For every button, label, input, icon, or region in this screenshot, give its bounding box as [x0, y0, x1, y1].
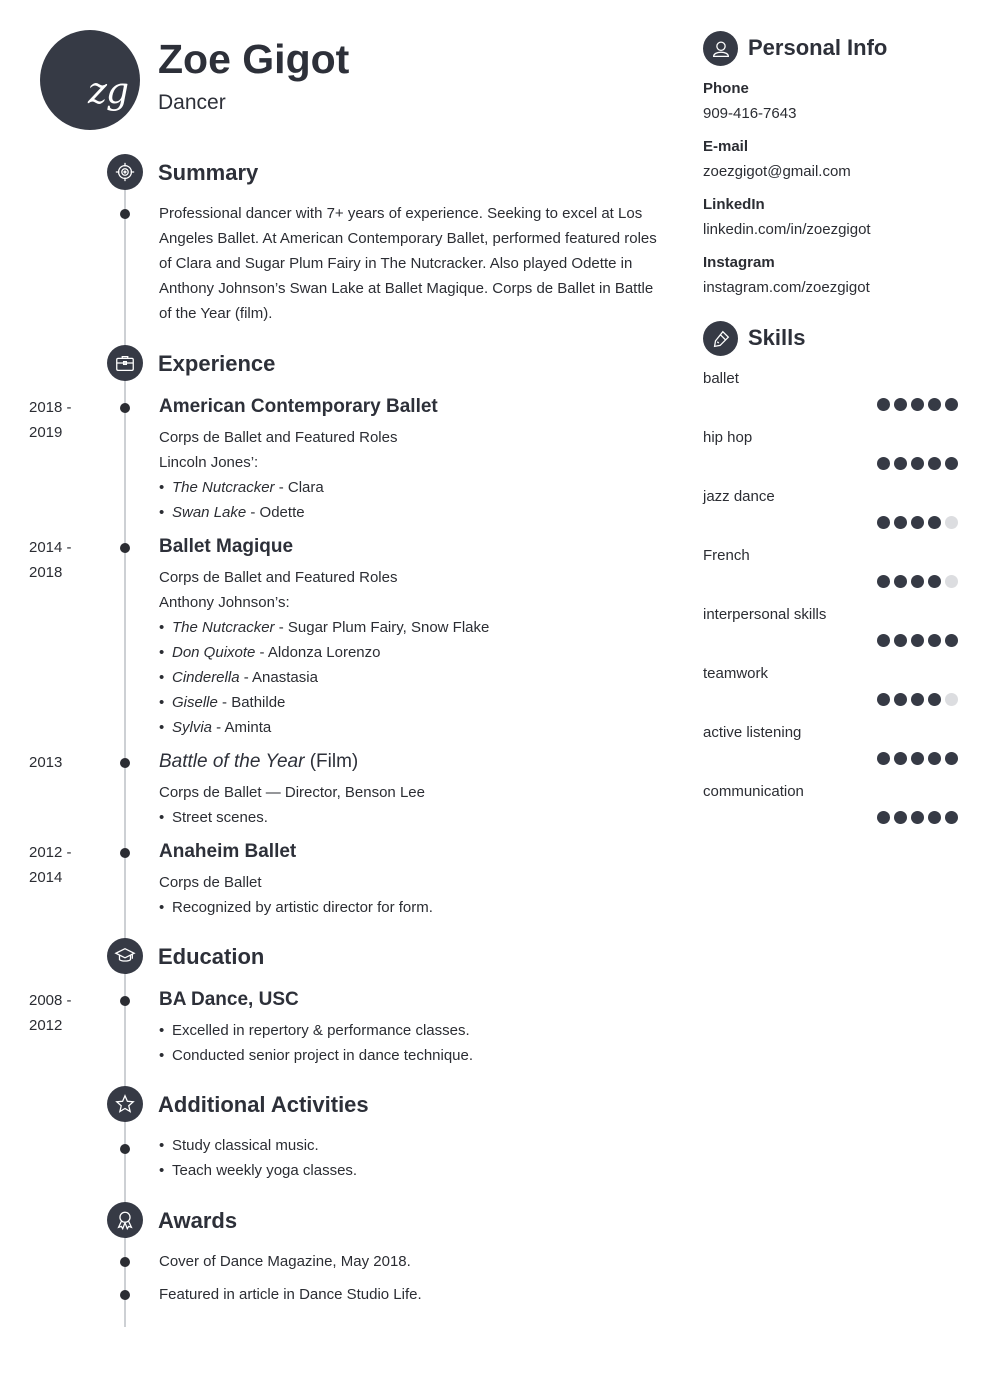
rating-dot-filled [945, 457, 958, 470]
list-item [159, 715, 664, 740]
date-start: 2013 [29, 754, 63, 771]
rating-dot-filled [928, 634, 941, 647]
rating-dot-filled [894, 398, 907, 411]
job-role: Corps de Ballet — Director, Benson Lee [159, 784, 425, 801]
summary-text: Professional dancer with 7+ years of experience. Seeking to excel at Los Angeles Ballet. At American Contemporary Ballet, performed featured roles of Clara and Sugar Plum Fairy in The Nutcracker. Also played Odette in Anthony Johnson’s Swan Lake at Ballet Magique. Corps de Ballet in Battle of the Year (film). [159, 205, 657, 322]
list-item [159, 690, 664, 715]
job-subtitle: Anthony Johnson’s: [159, 594, 290, 611]
rating-dot-empty [945, 516, 958, 529]
rating-dot-empty [945, 575, 958, 588]
skill-rating [877, 693, 958, 706]
rating-dot-filled [894, 457, 907, 470]
target-icon [107, 154, 143, 190]
rating-dot-filled [911, 516, 924, 529]
skill-rating [877, 398, 958, 411]
skill-name: hip hop [703, 429, 753, 446]
rating-dot-filled [911, 752, 924, 765]
candidate-title: Dancer [158, 91, 226, 114]
rating-dot-filled [911, 811, 924, 824]
activities-heading: Additional Activities [158, 1092, 369, 1117]
rating-dot-filled [928, 457, 941, 470]
list-item [159, 615, 664, 640]
date-start: 2012 - [29, 844, 72, 861]
role-name: - Odette [246, 504, 305, 521]
awards-heading: Awards [158, 1208, 238, 1233]
rating-dot-empty [945, 693, 958, 706]
rating-dot-filled [911, 398, 924, 411]
rating-dot-filled [911, 693, 924, 706]
phone-value: 909-416-7643 [703, 105, 797, 122]
date-start: 2014 - [29, 539, 72, 556]
list-item [159, 665, 664, 690]
rating-dot-filled [945, 398, 958, 411]
list-item [159, 500, 664, 525]
rating-dot-filled [894, 752, 907, 765]
list-item: • Recognized by artistic director for form. [159, 895, 664, 920]
skill-name: interpersonal skills [703, 606, 827, 623]
email-label: E-mail [703, 138, 749, 155]
list-item: • Street scenes. [159, 805, 664, 830]
linkedin-label: LinkedIn [703, 196, 765, 213]
role-name: - Aldonza Lorenzo [255, 644, 381, 661]
date-end: 2012 [29, 1017, 63, 1034]
work-title: Don Quixote [172, 644, 256, 661]
skill-name: communication [703, 783, 804, 800]
work-title: The Nutcracker [172, 619, 275, 636]
date-start: 2018 - [29, 399, 72, 416]
summary-heading: Summary [158, 160, 259, 185]
date-start: 2008 - [29, 992, 72, 1009]
rating-dot-filled [928, 693, 941, 706]
rating-dot-filled [894, 575, 907, 588]
education-heading: Education [158, 944, 265, 969]
rating-dot-filled [877, 575, 890, 588]
role-name: - Clara [274, 479, 324, 496]
job-role: Corps de Ballet [159, 874, 262, 891]
rating-dot-filled [877, 752, 890, 765]
degree: BA Dance, USC [159, 989, 299, 1010]
rating-dot-filled [877, 693, 890, 706]
rating-dot-filled [894, 693, 907, 706]
skills-heading: Skills [748, 325, 806, 350]
award-ribbon-icon [107, 1202, 143, 1238]
work-title: Giselle [172, 694, 218, 711]
job-organization: Ballet Magique [159, 536, 294, 557]
linkedin-value: linkedin.com/in/zoezgigot [703, 221, 871, 238]
job-role: Corps de Ballet and Featured Roles [159, 429, 398, 446]
job-role: Corps de Ballet and Featured Roles [159, 569, 398, 586]
instagram-value: instagram.com/zoezgigot [703, 279, 870, 296]
timeline-dot [120, 758, 130, 768]
rating-dot-filled [877, 811, 890, 824]
skill-rating [877, 457, 958, 470]
graduation-cap-icon [107, 938, 143, 974]
job-date [29, 395, 99, 445]
job-date [29, 750, 99, 775]
rating-dot-filled [877, 398, 890, 411]
skill-name: jazz dance [703, 488, 775, 505]
award-item: Cover of Dance Magazine, May 2018. [159, 1253, 411, 1270]
date-end: 2014 [29, 869, 63, 886]
rating-dot-filled [911, 575, 924, 588]
timeline-dot [120, 1144, 130, 1154]
rating-dot-filled [911, 634, 924, 647]
rating-dot-filled [928, 752, 941, 765]
job-organization: American Contemporary Ballet [159, 396, 438, 417]
timeline-dot [120, 543, 130, 553]
role-name: - Anastasia [239, 669, 318, 686]
rating-dot-filled [945, 811, 958, 824]
timeline-dot [120, 1290, 130, 1300]
list-item: • Excelled in repertory & performance classes. [159, 1018, 664, 1043]
timeline-dot [120, 403, 130, 413]
date-end: 2019 [29, 424, 63, 441]
timeline-dot [120, 209, 130, 219]
job-date [29, 840, 99, 890]
skill-name: teamwork [703, 665, 769, 682]
list-item: • Study classical music. [159, 1133, 664, 1158]
list-item: • Teach weekly yoga classes. [159, 1158, 664, 1183]
work-title: The Nutcracker [172, 479, 275, 496]
skill-name: active listening [703, 724, 802, 741]
rating-dot-filled [877, 634, 890, 647]
rating-dot-filled [877, 457, 890, 470]
rating-dot-filled [928, 516, 941, 529]
rating-dot-filled [911, 457, 924, 470]
job-subtitle: Lincoln Jones’: [159, 454, 259, 471]
role-name: - Aminta [212, 719, 272, 736]
activities-list [159, 1133, 664, 1183]
skill-rating [877, 516, 958, 529]
education-date [29, 988, 99, 1038]
personal-info-heading: Personal Info [748, 35, 888, 60]
job-organization: Anaheim Ballet [159, 841, 297, 862]
briefcase-icon [107, 345, 143, 381]
rating-dot-filled [894, 634, 907, 647]
list-item [159, 640, 664, 665]
timeline-dot [120, 1257, 130, 1267]
rating-dot-filled [877, 516, 890, 529]
role-name: - Bathilde [217, 694, 286, 711]
skill-rating [877, 575, 958, 588]
list-item [159, 475, 664, 500]
monogram-avatar [40, 30, 140, 130]
rating-dot-filled [894, 516, 907, 529]
phone-label: Phone [703, 80, 749, 97]
rating-dot-filled [945, 752, 958, 765]
rating-dot-filled [928, 811, 941, 824]
work-title: Cinderella [172, 669, 240, 686]
monogram-text: zg [88, 71, 129, 112]
rating-dot-filled [945, 634, 958, 647]
experience-entry [159, 396, 664, 525]
experience-entry [159, 841, 664, 920]
work-title: Swan Lake [172, 504, 247, 521]
rating-dot-filled [928, 398, 941, 411]
candidate-name: Zoe Gigot [158, 36, 350, 82]
film-title: Battle of the Year [159, 751, 305, 772]
date-end: 2018 [29, 564, 63, 581]
job-date [29, 535, 99, 585]
experience-entry [159, 536, 664, 740]
skill-rating [877, 811, 958, 824]
work-title: Sylvia [172, 719, 213, 736]
experience-entry [159, 751, 664, 830]
instagram-label: Instagram [703, 254, 775, 271]
list-item: • Conducted senior project in dance technique. [159, 1043, 664, 1068]
experience-heading: Experience [158, 351, 276, 376]
star-icon [107, 1086, 143, 1122]
tools-icon [703, 321, 738, 356]
timeline-dot [120, 996, 130, 1006]
award-item: Featured in article in Dance Studio Life. [159, 1286, 422, 1303]
timeline-dot [120, 848, 130, 858]
education-entry [159, 989, 664, 1068]
role-name: - Sugar Plum Fairy, Snow Flake [274, 619, 490, 636]
skill-name: French [703, 547, 750, 564]
rating-dot-filled [928, 575, 941, 588]
rating-dot-filled [894, 811, 907, 824]
skill-rating [877, 752, 958, 765]
skill-rating [877, 634, 958, 647]
job-organization [159, 751, 664, 773]
film-type: (Film) [304, 751, 359, 772]
user-icon [703, 31, 738, 66]
skill-name: ballet [703, 370, 739, 387]
email-value: zoezgigot@gmail.com [703, 163, 851, 180]
